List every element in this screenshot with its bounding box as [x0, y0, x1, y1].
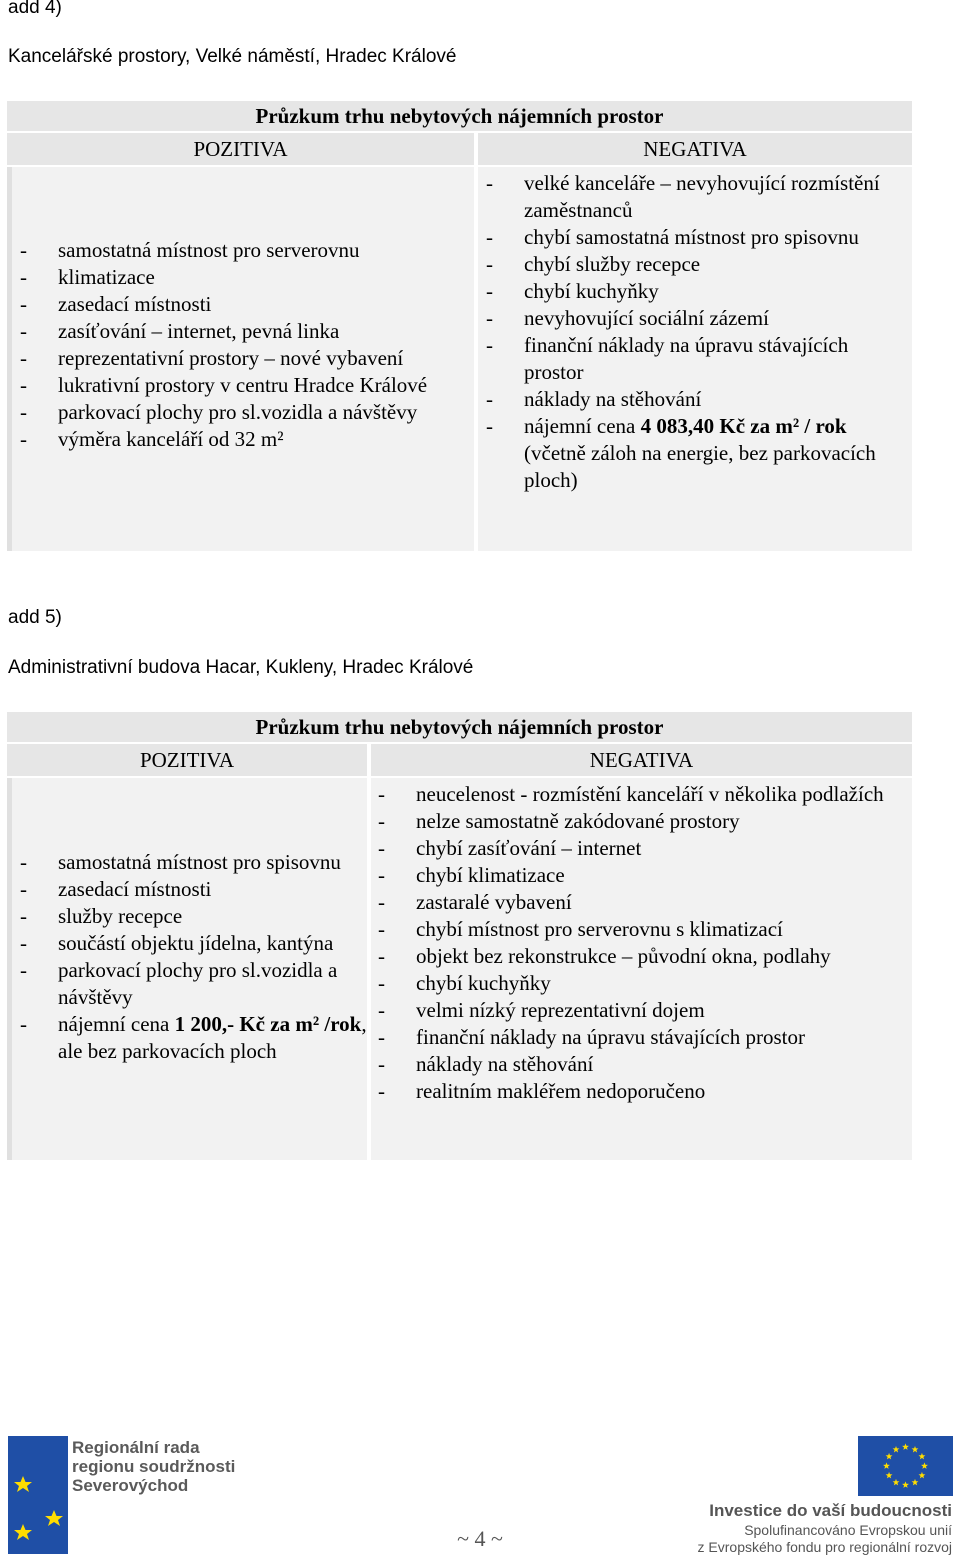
eu-star-icon — [919, 1472, 926, 1479]
negativa-header: NEGATIVA — [478, 133, 912, 165]
list-item: - chybí kuchyňky — [378, 970, 908, 997]
section-label-add5: add 5) — [8, 607, 62, 628]
market-survey-table-2 — [7, 712, 912, 1160]
list-item: - služby recepce — [20, 903, 370, 930]
list-item: - lukrativní prostory v centru Hradce Králové — [20, 372, 480, 399]
eu-star-icon — [902, 1443, 909, 1450]
rent-price-suffix: (včetně záloh na energie, bez parkovacích ploch) — [524, 441, 876, 492]
list-item: - chybí služby recepce — [486, 251, 906, 278]
list-item: - parkovací plochy pro sl.vozidla a návštěvy — [20, 399, 480, 426]
rent-price-prefix: nájemní cena — [58, 1012, 175, 1036]
list-item: - nevyhovující sociální zázemí — [486, 305, 906, 332]
list-item: - parkovací plochy pro sl.vozidla a návštěvy — [20, 957, 370, 1011]
eu-star-icon — [912, 1479, 919, 1486]
pozitiva-list — [20, 237, 480, 453]
page-number: ~ 4 ~ — [457, 1526, 503, 1551]
eu-star-icon — [883, 1462, 890, 1469]
org-line-3: Severovýchod — [72, 1476, 189, 1495]
negativa-header: NEGATIVA — [371, 744, 912, 776]
eu-star-icon — [902, 1481, 909, 1488]
rent-price-value: 1 200,- Kč za m² /rok — [174, 1012, 362, 1036]
eu-star-icon — [919, 1453, 926, 1460]
list-item: - realitním makléřem nedoporučeno — [378, 1078, 908, 1105]
section-label-add4: add 4) — [8, 0, 62, 18]
invest-line-3: z Evropského fondu pro regionální rozvoj — [697, 1539, 952, 1555]
list-item: - velké kanceláře – nevyhovující rozmístění zaměstnanců — [486, 170, 906, 224]
list-item: - neucelenost - rozmístění kanceláří v několika podlažích — [378, 781, 908, 808]
list-item: - objekt bez rekonstrukce – původní okna, podlahy — [378, 943, 908, 970]
list-item: - součástí objektu jídelna, kantýna — [20, 930, 370, 957]
section-title-1: Kancelářské prostory, Velké náměstí, Hradec Králové — [8, 46, 457, 67]
list-item: - velmi nízký reprezentativní dojem — [378, 997, 908, 1024]
list-item: - zastaralé vybavení — [378, 889, 908, 916]
rent-price-suffix: , ale bez parkovacích ploch — [58, 1012, 367, 1063]
list-item: - chybí místnost pro serverovnu s klimatizací — [378, 916, 908, 943]
list-item: - finanční náklady na úpravu stávajících prostor — [486, 332, 906, 386]
rent-price-prefix: nájemní cena — [524, 414, 641, 438]
org-line-1: Regionální rada — [72, 1438, 200, 1457]
list-item: - reprezentativní prostory – nové vybavení — [20, 345, 480, 372]
rent-price-item — [20, 1011, 370, 1065]
table-title: Průzkum trhu nebytových nájemních prostor — [7, 712, 912, 742]
eu-star-icon — [893, 1446, 900, 1453]
invest-line-2: Spolufinancováno Evropskou unií — [744, 1522, 952, 1538]
negativa-cell — [371, 778, 912, 1160]
eu-star-icon — [912, 1446, 919, 1453]
list-item: - zasíťování – internet, pevná linka — [20, 318, 480, 345]
list-item: - zasedací místnosti — [20, 876, 370, 903]
rent-price-value: 4 083,40 Kč za m² / rok — [640, 414, 847, 438]
eu-investment-notice — [698, 1500, 952, 1556]
market-survey-table-1 — [7, 101, 912, 551]
eu-star-icon — [921, 1462, 928, 1469]
list-item: - finanční náklady na úpravu stávajících prostor — [378, 1024, 908, 1051]
eu-star-icon — [886, 1453, 893, 1460]
pozitiva-list — [20, 849, 370, 1065]
list-item: - klimatizace — [20, 264, 480, 291]
eu-star-icon — [893, 1479, 900, 1486]
list-item: - nelze samostatně zakódované prostory — [378, 808, 908, 835]
list-item: - náklady na stěhování — [378, 1051, 908, 1078]
list-item: - chybí zasíťování – internet — [378, 835, 908, 862]
list-item: - chybí samostatná místnost pro spisovnu — [486, 224, 906, 251]
list-item: - samostatná místnost pro spisovnu — [20, 849, 370, 876]
list-item: - chybí kuchyňky — [486, 278, 906, 305]
list-item: - výměra kanceláří od 32 m² — [20, 426, 480, 453]
pozitiva-header: POZITIVA — [7, 133, 474, 165]
eu-star-icon — [886, 1472, 893, 1479]
negativa-cell — [478, 167, 912, 551]
list-item: - náklady na stěhování — [486, 386, 906, 413]
pozitiva-cell — [7, 778, 367, 1160]
negativa-list — [378, 781, 908, 1105]
section-title-2: Administrativní budova Hacar, Kukleny, Hradec Králové — [8, 657, 474, 678]
list-item: - chybí klimatizace — [378, 862, 908, 889]
org-line-2: regionu soudržnosti — [72, 1457, 236, 1476]
list-item: - samostatná místnost pro serverovnu — [20, 237, 480, 264]
table-title: Průzkum trhu nebytových nájemních prostor — [7, 101, 912, 131]
list-item: - zasedací místnosti — [20, 291, 480, 318]
invest-line-1: Investice do vaší budoucnosti — [709, 1501, 952, 1520]
pozitiva-header: POZITIVA — [7, 744, 367, 776]
eu-flag-large-icon — [858, 1436, 953, 1496]
rent-price-item — [486, 413, 906, 494]
negativa-list — [486, 170, 906, 494]
pozitiva-cell — [7, 167, 474, 551]
